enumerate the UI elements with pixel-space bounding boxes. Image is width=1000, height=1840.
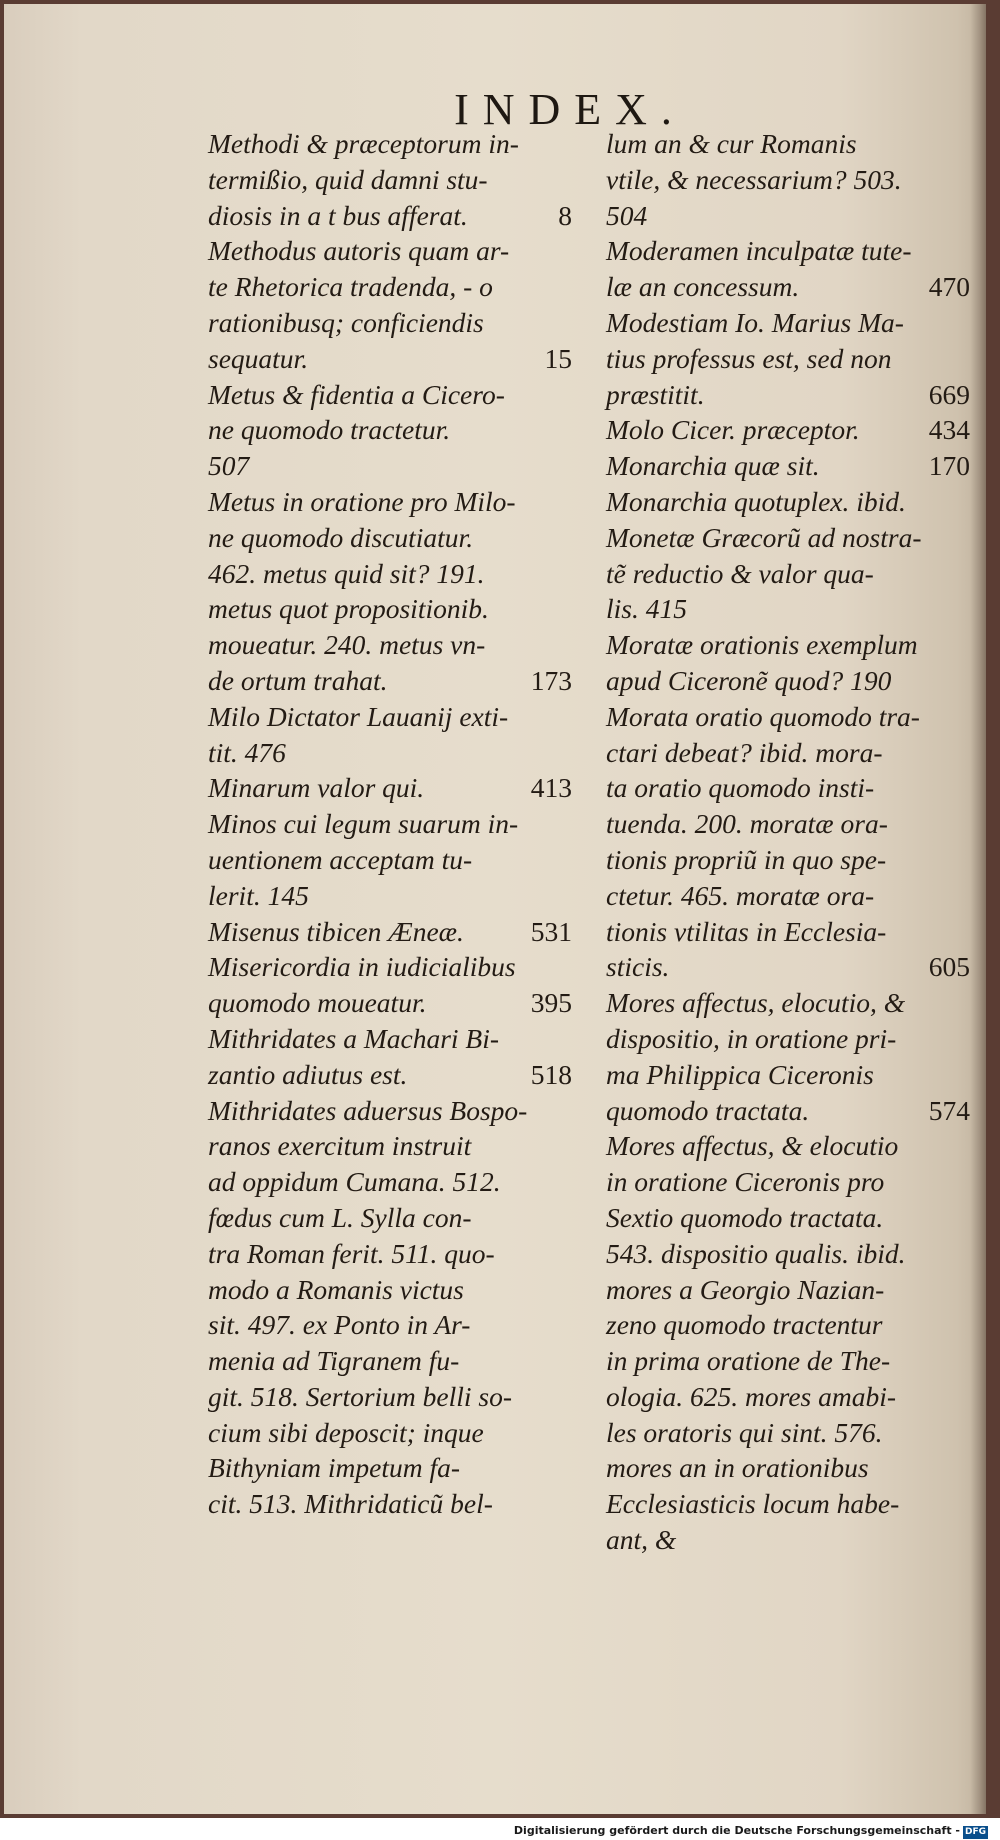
index-page-number: 531 <box>530 915 572 947</box>
index-line <box>208 1415 572 1451</box>
index-line-text: te Rhetorica tradenda, - o <box>208 271 493 303</box>
index-line <box>606 556 970 592</box>
index-line-text: mores an in orationibus <box>606 1452 869 1484</box>
index-line-text: 507 <box>208 450 250 482</box>
index-line <box>606 1200 970 1236</box>
index-line-text: termißio, quid damni stu- <box>208 163 488 195</box>
index-line <box>208 1200 572 1236</box>
index-line <box>208 1021 572 1057</box>
index-line <box>208 1450 572 1486</box>
index-line-text: ant, & <box>606 1524 677 1556</box>
index-line-text: Mithridates a Machari Bi- <box>208 1022 500 1054</box>
index-line-text: ctetur. 465. moratæ ora- <box>606 879 875 911</box>
index-line <box>606 233 970 269</box>
index-line-text: cium sibi deposcit; inque <box>208 1416 484 1448</box>
index-line-text: ctari debeat? ibid. mora- <box>606 736 883 768</box>
index-line-text: zeno quomodo tractentur <box>606 1309 883 1341</box>
index-line-text: Metus in oratione pro Milo- <box>208 485 516 517</box>
index-line <box>606 377 970 413</box>
index-line <box>606 735 970 771</box>
index-line <box>606 770 970 806</box>
index-line-text: git. 518. Sertorium belli so- <box>208 1380 513 1412</box>
index-line-text: cit. 513. Mithridaticũ bel- <box>208 1488 493 1520</box>
index-line-text: ranos exercitum instruit <box>208 1130 472 1162</box>
index-line <box>208 1164 572 1200</box>
index-line-text: 504 <box>606 199 648 231</box>
index-line <box>606 1522 970 1558</box>
index-line-text: Misenus tibicen Æneæ. <box>208 915 464 947</box>
index-line-text: sticis. <box>606 951 670 983</box>
index-line-text: moueatur. 240. metus vn- <box>208 629 486 661</box>
index-line <box>606 269 970 305</box>
index-line <box>606 1450 970 1486</box>
index-line <box>208 412 572 448</box>
index-line <box>208 556 572 592</box>
index-line <box>208 341 572 377</box>
index-line-text: Methodus autoris quam ar- <box>208 235 510 267</box>
index-line <box>606 1093 970 1129</box>
index-line-text: Ecclesiasticis locum habe- <box>606 1488 900 1520</box>
index-line-text: tit. 476 <box>208 736 286 768</box>
index-line-text: ad oppidum Cumana. 512. <box>208 1166 501 1198</box>
index-line <box>606 341 970 377</box>
index-line-text: tuenda. 200. moratæ ora- <box>606 808 888 840</box>
index-line-text: Metus & fidentia a Cicero- <box>208 378 505 410</box>
index-line-text: de ortum trahat. <box>208 664 388 696</box>
index-line-text: Methodi & præceptorum in- <box>208 128 519 159</box>
index-line-text: ne quomodo discutiatur. <box>208 521 474 553</box>
index-line <box>606 699 970 735</box>
index-line-text: Bithyniam impetum fa- <box>208 1452 461 1484</box>
index-page-number: 395 <box>530 987 572 1019</box>
index-line <box>208 233 572 269</box>
index-line-text: zantio adiutus est. <box>208 1058 408 1090</box>
index-page-number: 669 <box>928 378 970 410</box>
index-line <box>208 770 572 806</box>
index-page-number: 434 <box>928 414 970 446</box>
index-line <box>208 484 572 520</box>
index-line <box>208 1343 572 1379</box>
index-line <box>208 842 572 878</box>
credit-text: Digitalisierung gefördert durch die Deutsche Forschungsgemeinschaft - <box>513 1824 960 1837</box>
index-line <box>208 305 572 341</box>
index-line <box>208 520 572 556</box>
index-page-number: 170 <box>928 450 970 482</box>
index-line-text: Mithridates aduersus Bospo- <box>208 1094 528 1126</box>
index-line <box>606 842 970 878</box>
index-line-text: ne quomodo tractetur. <box>208 414 451 446</box>
index-line <box>606 914 970 950</box>
digitization-credit <box>0 1821 1000 1840</box>
index-line-text: Morata oratio quomodo tra- <box>606 700 920 732</box>
index-line-text: lerit. 145 <box>208 879 309 911</box>
index-line <box>606 520 970 556</box>
index-line <box>606 1415 970 1451</box>
index-line <box>606 806 970 842</box>
index-line-text: quomodo moueatur. <box>208 987 427 1019</box>
index-line-text: ta oratio quomodo insti- <box>606 772 875 804</box>
index-page-number: 413 <box>530 772 572 804</box>
index-line-text: tra Roman ferit. 511. quo- <box>208 1237 495 1269</box>
index-line-text: mores a Georgio Nazian- <box>606 1273 885 1305</box>
index-line-text: quomodo tractata. <box>606 1094 810 1126</box>
index-line <box>606 126 970 162</box>
index-line <box>208 1093 572 1129</box>
index-page-number: 605 <box>928 951 970 983</box>
index-line-text: uentionem acceptam tu- <box>208 843 473 875</box>
index-line <box>606 627 970 663</box>
index-line-text: apud Ciceronẽ quod? 190 <box>606 664 892 696</box>
index-line-text: tẽ reductio & valor qua- <box>606 557 874 589</box>
index-line-text: in prima oratione de The- <box>606 1345 891 1377</box>
index-line <box>208 1128 572 1164</box>
index-line-text: Mores affectus, elocutio, & <box>606 987 906 1019</box>
index-line <box>208 985 572 1021</box>
index-line-text: tius professus est, sed non <box>606 342 892 374</box>
index-line-text: 543. dispositio qualis. ibid. <box>606 1237 906 1269</box>
index-line-text: Molo Cicer. præceptor. <box>606 414 860 446</box>
index-line <box>208 198 572 234</box>
index-line-text: lum an & cur Romanis <box>606 128 857 159</box>
index-line <box>208 1486 572 1522</box>
index-line <box>208 591 572 627</box>
index-line-text: metus quot propositionib. <box>208 593 489 625</box>
index-line <box>208 699 572 735</box>
index-line <box>606 305 970 341</box>
index-line-text: dispositio, in oratione pri- <box>606 1022 897 1054</box>
index-line <box>606 1272 970 1308</box>
index-line-text: modo a Romanis victus <box>208 1273 464 1305</box>
index-page-number: 470 <box>928 271 970 303</box>
index-line-text: Minarum valor qui. <box>208 772 425 804</box>
dfg-logo: DFG <box>964 1827 986 1837</box>
index-line <box>208 1379 572 1415</box>
index-line <box>606 448 970 484</box>
index-line <box>208 914 572 950</box>
index-line <box>208 878 572 914</box>
index-line <box>208 663 572 699</box>
index-line-text: sit. 497. ex Ponto in Ar- <box>208 1309 471 1341</box>
book-page <box>4 4 986 1814</box>
index-line-text: Misericordia in iudicialibus <box>208 951 516 983</box>
index-line <box>606 1307 970 1343</box>
index-line-text: Mores affectus, & elocutio <box>606 1130 899 1162</box>
index-page-number: 8 <box>558 199 572 231</box>
index-line <box>606 1128 970 1164</box>
index-line <box>208 627 572 663</box>
index-line <box>606 198 970 234</box>
index-line <box>606 663 970 699</box>
index-line-text: menia ad Tigranem fu- <box>208 1345 460 1377</box>
index-line-text: Moderamen inculpatæ tute- <box>606 235 912 267</box>
page-edge-shadow <box>970 4 986 1814</box>
index-line-text: vtile, & necessarium? 503. <box>606 163 902 195</box>
index-page-number: 518 <box>530 1058 572 1090</box>
index-page-number: 574 <box>928 1094 970 1126</box>
index-line <box>606 1343 970 1379</box>
index-line <box>606 985 970 1021</box>
index-line-text: læ an concessum. <box>606 271 800 303</box>
index-line-text: diosis in a t bus afferat. <box>208 199 468 231</box>
index-line <box>606 591 970 627</box>
index-line-text: ologia. 625. mores amabi- <box>606 1380 897 1412</box>
index-line <box>208 126 572 162</box>
index-line-text: Milo Dictator Lauanij exti- <box>208 700 509 732</box>
page-heading: INDEX. <box>454 85 686 134</box>
index-column-left <box>208 126 572 1522</box>
index-line <box>606 1379 970 1415</box>
index-line <box>606 949 970 985</box>
index-line <box>606 1057 970 1093</box>
index-column-right <box>606 126 970 1558</box>
index-line <box>208 1272 572 1308</box>
index-line-text: tionis propriũ in quo spe- <box>606 843 887 875</box>
index-line-text: Monetæ Græcorũ ad nostra- <box>606 521 922 553</box>
index-page-number: 15 <box>544 342 572 374</box>
index-line <box>208 1236 572 1272</box>
index-line-text: lis. 415 <box>606 593 687 625</box>
index-line-text: fœdus cum L. Sylla con- <box>208 1201 472 1233</box>
index-line <box>208 806 572 842</box>
index-line <box>208 162 572 198</box>
index-line-text: Minos cui legum suarum in- <box>208 808 519 840</box>
index-line-text: tionis vtilitas in Ecclesia- <box>606 915 887 947</box>
index-page-number: 173 <box>530 664 572 696</box>
index-line-text: Sextio quomodo tractata. <box>606 1201 884 1233</box>
index-line <box>606 1236 970 1272</box>
index-line-text: ma Philippica Ciceronis <box>606 1058 874 1090</box>
index-line-text: Monarchia quæ sit. <box>606 450 820 482</box>
index-line <box>606 412 970 448</box>
index-line-text: Monarchia quotuplex. ibid. <box>606 485 906 517</box>
index-line <box>208 735 572 771</box>
index-line <box>208 377 572 413</box>
index-line <box>208 448 572 484</box>
index-line <box>606 1021 970 1057</box>
index-line-text: Moratæ orationis exemplum <box>606 629 918 661</box>
index-line <box>208 1057 572 1093</box>
index-line <box>606 1486 970 1522</box>
index-line-text: 462. metus quid sit? 191. <box>208 557 485 589</box>
index-line-text: Modestiam Io. Marius Ma- <box>606 306 904 338</box>
index-line-text: in oratione Ciceronis pro <box>606 1166 885 1198</box>
index-line <box>606 162 970 198</box>
index-line <box>208 1307 572 1343</box>
index-line-text: rationibusq; conficiendis <box>208 306 484 338</box>
index-line-text: les oratoris qui sint. 576. <box>606 1416 883 1448</box>
index-line <box>606 1164 970 1200</box>
index-line <box>606 878 970 914</box>
index-line <box>208 949 572 985</box>
index-line <box>208 269 572 305</box>
index-line-text: præstitit. <box>606 378 705 410</box>
index-line-text: sequatur. <box>208 342 309 374</box>
index-line <box>606 484 970 520</box>
